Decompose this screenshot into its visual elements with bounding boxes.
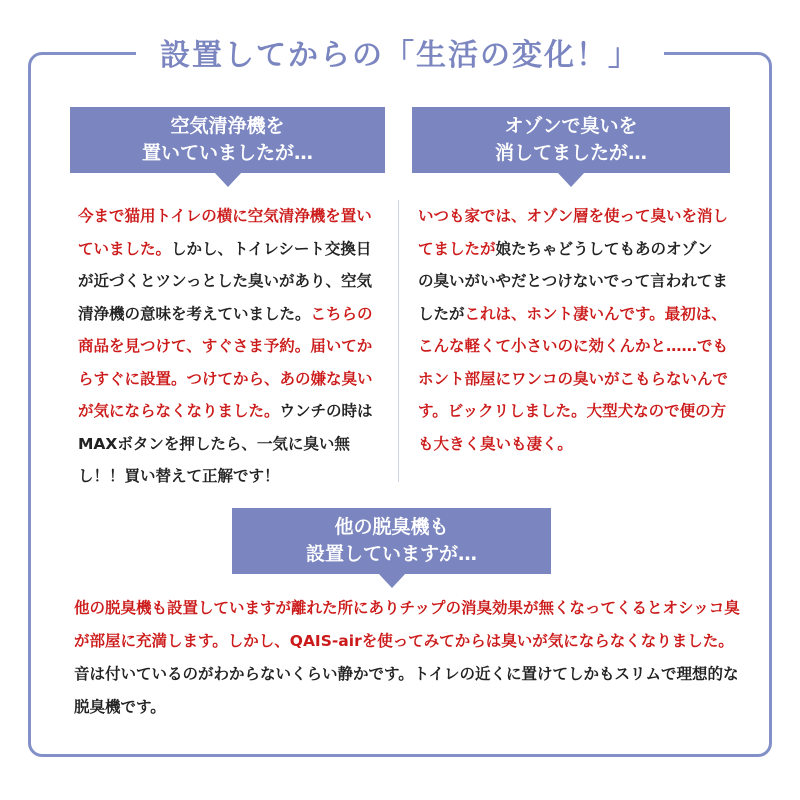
section-3-body-part-1: 他の脱臭機も設置していますが離れた所にありチップの消臭効果が無くなってくるとオシッコ臭が部屋に充満します。しかし、QAIS-airを使ってみてからは臭いが気にならなくなりました。 (74, 599, 740, 650)
section-2-heading-line2: 消してましたが… (494, 142, 647, 164)
section-2-body-part-3: これは、ホント凄いんです。最初は、こんな軽くて小さいのに効くんかと……でもホント部屋にワンコの臭いがこもらないんです。ビックリしました。大型犬なので便の方も大きく臭いも凄く。 (418, 304, 729, 453)
section-1-body-part-4: ウンチの時はMAXボタンを押したら、一気に臭い無し！！買い替えて正解です！ (78, 402, 373, 485)
section-1-body (78, 200, 378, 493)
section-1-body-part-1: 今まで猫用トイレの横に空気清浄機を置いていました。 (78, 207, 372, 258)
column-divider (398, 200, 399, 482)
section-2-body-part-2: 娘たちゃどうしてもあのオゾンの臭いがいやだとつけないでって言われてましたが (418, 239, 728, 323)
section-3-heading-line1: 他の脱臭機も (334, 516, 449, 538)
section-2-body (418, 200, 728, 460)
section-1-heading-line2: 置いていましたが… (141, 142, 313, 164)
section-2-body-part-1: いつも家では、オゾン層を使って臭いを消してましたが (418, 207, 729, 258)
page-title: 設置してからの「生活の変化！」 (136, 32, 664, 80)
section-2-heading (412, 107, 730, 173)
section-3-body-part-2: 音は付いているのがわからないくらい静かです。トイレの近くに置けてしかもスリムで理想的な脱臭機です。 (74, 665, 739, 716)
title-area (0, 32, 800, 80)
section-1-body-part-2: しかし、トイレシート交換日が近づくとツンっとした臭いがあり、空気清浄機の意味を考えていました。 (78, 239, 373, 323)
section-3-heading (232, 508, 551, 574)
section-3-heading-line2: 設置していますが… (305, 543, 477, 565)
section-1-body-part-3: こちらの商品を見つけて、すぐさま予約。届いてからすぐに設置。つけてから、あの嫌な臭いが気にならなくなりました。 (78, 304, 373, 420)
section-1-heading-line1: 空気清浄機を (170, 115, 285, 137)
section-2-heading-line1: オゾンで臭いを (504, 115, 638, 137)
section-1-heading (70, 107, 385, 173)
section-3-body (74, 592, 746, 724)
